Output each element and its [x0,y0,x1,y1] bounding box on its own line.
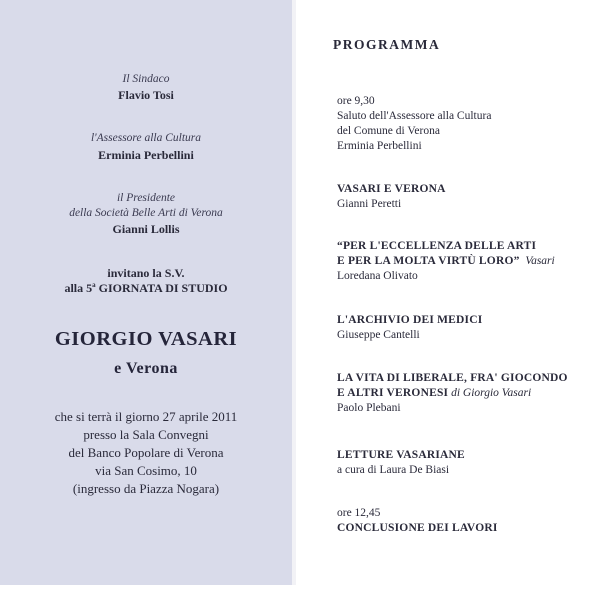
assessore-name: Erminia Perbellini [98,148,194,162]
talk-note: Vasari [525,255,555,267]
sindaco-name: Flavio Tosi [118,88,174,102]
bottom-margin [0,585,296,597]
venue-line: via San Cosimo, 10 [95,463,197,478]
opening-line: Erminia Perbellini [337,140,422,152]
opening-item [337,94,592,154]
talk-speaker: Gianni Peretti [337,198,402,210]
talk-speaker: Giuseppe Cantelli [337,329,420,341]
talk-note: di Giorgio Vasari [451,387,532,399]
sindaco-role: Il Sindaco [122,73,170,85]
assessore-role: l'Assessore alla Cultura [90,132,201,144]
venue-line: del Banco Popolare di Verona [68,445,224,460]
venue-line: presso la Sala Convegni [83,427,209,442]
talk-5 [337,448,592,478]
venue-line: che si terrà il giorno 27 aprile 2011 [54,409,238,424]
invite-line-2: alla 5$^a$ GIORNATA DI STUDIO [64,281,228,295]
venue-block [0,408,292,498]
opening-line: del Comune di Verona [337,125,440,137]
invite-line-1: invitano la S.V. [107,266,185,280]
closing-title: CONCLUSIONE DEI LAVORI [337,522,498,534]
opening-line: Saluto dell'Assessore alla Cultura [337,110,492,122]
talk-1 [337,182,592,212]
talk-title: E PER LA MOLTA VIRTÙ LORO” [337,255,520,267]
talk-title: VASARI E VERONA [337,183,446,195]
event-title: GIORGIO VASARI [54,328,238,350]
event-subtitle: e Verona [114,360,178,377]
opening-time: ore 9,30 [337,95,375,107]
talk-title: L'ARCHIVIO DEI MEDICI [337,314,483,326]
talk-speaker: Loredana Olivato [337,270,418,282]
talk-speaker: Paolo Plebani [337,402,401,414]
presidente-org: della Società Belle Arti di Verona [69,207,223,219]
presidente-name: Gianni Lollis [112,222,180,236]
closing-time: ore 12,45 [337,507,381,519]
closing-item [337,506,592,536]
talk-speaker: a cura di Laura De Biasi [337,464,450,476]
talk-4 [337,371,592,416]
talk-3 [337,313,592,343]
programme-heading: PROGRAMMA [333,37,441,52]
venue-line: (ingresso da Piazza Nogara) [72,481,220,496]
talk-title: “PER L'ECCELLENZA DELLE ARTI [337,240,537,252]
presidente-role: il Presidente [116,192,176,204]
talk-title: LA VITA DI LIBERALE, FRA' GIOCONDO [337,372,568,384]
talk-title: E ALTRI VERONESI [337,387,449,399]
talk-2 [337,239,592,284]
talk-title: LETTURE VASARIANE [337,449,465,461]
